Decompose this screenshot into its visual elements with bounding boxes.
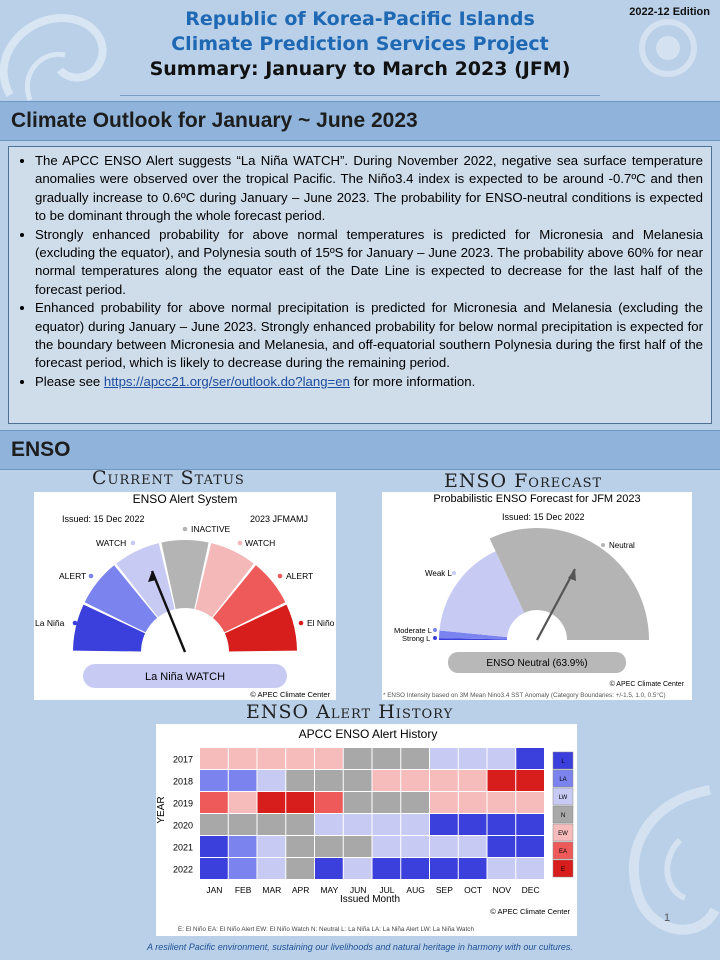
heatmap-cell [200, 748, 228, 769]
alert-history-heatmap [156, 724, 577, 936]
gauge-dot-el-nino-alert [278, 574, 283, 579]
heatmap-cell [229, 792, 257, 813]
heatmap-month-label: JUN [349, 885, 367, 895]
heatmap-cell [430, 792, 458, 813]
heatmap-cell [373, 836, 401, 857]
forecast-dot-neutral [601, 543, 605, 547]
current-status-caption: Current Status [92, 467, 245, 489]
header-title-line1: Republic of Korea-Pacific Islands [185, 8, 535, 30]
outlook-link[interactable]: https://apcc21.org/ser/outlook.do?lang=en [103, 373, 350, 389]
heatmap-cell [401, 770, 429, 791]
heatmap-cell [200, 792, 228, 813]
heatmap-cell [286, 814, 314, 835]
heatmap-cell [315, 814, 343, 835]
forecast-credit: © APEC Climate Center [609, 681, 684, 688]
heatmap-cell [315, 770, 343, 791]
heatmap-month-label: FEB [234, 885, 252, 895]
enso-forecast-caption: ENSO Forecast [444, 470, 603, 492]
heatmap-cell [229, 836, 257, 857]
heatmap-month-label: AUG [406, 885, 425, 895]
heatmap-cell [286, 836, 314, 857]
heatmap-cell [373, 770, 401, 791]
heatmap-cell [373, 792, 401, 813]
heatmap-cell [344, 770, 372, 791]
heatmap-cell [488, 792, 516, 813]
heatmap-cell [459, 792, 487, 813]
heatmap-month-label: JAN [206, 885, 223, 895]
page-number: 1 [664, 912, 671, 924]
heatmap-cell [430, 858, 458, 879]
heatmap-cell [258, 858, 286, 879]
heatmap-year-label: 2018 [172, 776, 193, 787]
heatmap-cell [286, 748, 314, 769]
outlook-box [8, 146, 712, 424]
heatmap-cell [516, 858, 544, 879]
heatmap-cell [516, 792, 544, 813]
heatmap-cell [430, 814, 458, 835]
heatmap-cell [229, 770, 257, 791]
heatmap-legend-label: N [560, 813, 566, 819]
heatmap-cell [459, 814, 487, 835]
alert-history-panel [156, 724, 577, 936]
heatmap-cell [315, 792, 343, 813]
gauge-label-el-nino-watch: WATCH [245, 538, 276, 548]
heatmap-code-legend: E: El Niño EA: El Niño Alert EW: El Niño Watch N: Neutral L: La Niña LA: La Niña Alert LW: La Niña Watch [178, 926, 474, 933]
gauge-label-la-nina: La Niña [35, 618, 65, 628]
forecast-label-moderate-l: Moderate L [394, 626, 432, 635]
heatmap-cell [229, 748, 257, 769]
forecast-dot-moderate-l [433, 628, 437, 632]
heatmap-title: APCC ENSO Alert History [298, 727, 438, 741]
heatmap-cell [401, 814, 429, 835]
heatmap-month-label: MAY [320, 885, 339, 895]
heatmap-year-label: 2020 [172, 820, 193, 831]
heatmap-year-label: 2021 [172, 842, 193, 853]
heatmap-month-label: JUL [379, 885, 395, 895]
heatmap-month-label: DEC [521, 885, 540, 895]
gauge-dot-la-nina-watch [131, 541, 136, 546]
heatmap-cell [488, 748, 516, 769]
heatmap-month-label: NOV [492, 885, 512, 895]
heatmap-cell [258, 748, 286, 769]
heatmap-cell [229, 814, 257, 835]
forecast-panel [382, 492, 692, 700]
heatmap-cell [344, 858, 372, 879]
heatmap-legend-label: EW [558, 831, 568, 837]
forecast-title: Probabilistic ENSO Forecast for JFM 2023 [433, 493, 641, 505]
heatmap-cell [344, 836, 372, 857]
heatmap-legend-label: LA [559, 777, 567, 783]
gauge-label-inactive: INACTIVE [191, 524, 231, 534]
heatmap-cell [459, 836, 487, 857]
heatmap-cell [401, 748, 429, 769]
alert-issued-date: Issued: 15 Dec 2022 [62, 514, 145, 524]
enso-heading: ENSO [11, 438, 71, 461]
alert-system-title: ENSO Alert System [132, 492, 238, 506]
heatmap-cell [258, 770, 286, 791]
forecast-dot-weak-l [452, 571, 456, 575]
heatmap-cell [430, 770, 458, 791]
heatmap-cell [286, 770, 314, 791]
wave-ornament-bottom-right [560, 780, 720, 950]
heatmap-cell [430, 748, 458, 769]
heatmap-year-label: 2017 [172, 754, 193, 765]
heatmap-cell [315, 858, 343, 879]
heatmap-x-label: Issued Month [339, 894, 401, 905]
heatmap-cell [373, 814, 401, 835]
header-title-line2: Climate Prediction Services Project [171, 33, 549, 55]
outlook-heading: Climate Outlook for January ~ June 2023 [11, 109, 418, 132]
edition-label: 2022-12 Edition [629, 6, 710, 18]
gauge-label-el-nino: El Niño [307, 618, 335, 628]
heatmap-cell [459, 748, 487, 769]
forecast-label-strong-l: Strong L [402, 634, 431, 643]
link-prefix: Please see [35, 373, 104, 389]
alert-history-caption: ENSO Alert History [246, 701, 454, 723]
outlook-bullet-enso: • The APCC ENSO Alert suggests “La Niña WATCH”. During November 2022, negative sea surface temperature anomalies were observed over the tropical Pacific. The Niño3.4 index is expected to be around -0.7ºC and then gradually increase to 0.6ºC during January – June 2023. The probability for ENSO-neutral conditions is expected to be dominant through the whole forecast period. [35, 152, 703, 226]
forecast-gauge [382, 492, 692, 700]
heatmap-cell [516, 770, 544, 791]
heatmap-cell [258, 792, 286, 813]
heatmap-cell [488, 814, 516, 835]
heatmap-cell [286, 858, 314, 879]
alert-months: 2023 JFMAMJ [249, 514, 308, 524]
forecast-label-weak-l: Weak L [425, 569, 452, 578]
heatmap-month-label: OCT [464, 885, 483, 895]
heatmap-year-label: 2019 [172, 798, 193, 809]
heatmap-month-label: MAR [262, 885, 282, 895]
footer-tagline: A resilient Pacific environment, sustaining our livelihoods and natural heritage in harmony with our cultures. [147, 942, 573, 952]
heatmap-cell [315, 748, 343, 769]
heatmap-cell [200, 814, 228, 835]
heatmap-cell [286, 792, 314, 813]
alert-system-gauge [34, 492, 336, 700]
enso-banner [0, 430, 720, 470]
gauge-label-la-nina-alert: ALERT [59, 571, 87, 581]
heatmap-cell [516, 748, 544, 769]
heatmap-legend-label: L [561, 759, 565, 765]
header-divider [120, 95, 600, 96]
outlook-banner [0, 101, 720, 141]
page-header [0, 0, 720, 96]
heatmap-cell [344, 748, 372, 769]
outlook-bullet-temperature: • Strongly enhanced probability for above normal temperatures is predicted for Micronesia and Melanesia (excluding the equator), and Polynesia south of 15ºS for January – June 2023. The probability above 60% for near normal temperatures along the equator east of the Date Line is expected to decrease for the last half of the forecast period. [35, 226, 703, 300]
gauge-dot-la-nina-alert [89, 574, 94, 579]
link-suffix: for more information. [349, 373, 476, 389]
heatmap-cell [488, 858, 516, 879]
heatmap-cell [373, 748, 401, 769]
heatmap-cell [488, 770, 516, 791]
heatmap-cell [516, 836, 544, 857]
heatmap-cell [344, 814, 372, 835]
heatmap-cell [200, 770, 228, 791]
heatmap-month-label: SEP [435, 885, 453, 895]
gauge-dot-el-nino [299, 621, 304, 626]
gauge-label-la-nina-watch: WATCH [96, 538, 127, 548]
outlook-bullet-precipitation: • Enhanced probability for above normal precipitation is predicted for Micronesia and Melanesia (excluding the equator) during January – June 2023. Strongly enhanced probability for below normal precipitation is expected for the boundary between Micronesia and Melanesia, and off-equatorial southern Polynesia during the first half of the forecast period, which is likely to decrease during the remaining period. [35, 299, 703, 373]
gauge-dot-inactive [183, 527, 188, 532]
heatmap-credit: © APEC Climate Center [490, 907, 570, 916]
forecast-note: * ENSO Intensity based on 3M Mean Nino3.4 SST Anomaly (Category Boundaries: +/-1.5, 1.0, 0.5°C) [383, 692, 666, 699]
heatmap-legend-label: LW [558, 795, 568, 801]
heatmap-cell [401, 858, 429, 879]
gauge-label-el-nino-alert: ALERT [286, 571, 314, 581]
forecast-dot-strong-l [433, 636, 437, 640]
outlook-bullet-link [35, 373, 703, 391]
heatmap-cell [516, 814, 544, 835]
heatmap-cell [459, 770, 487, 791]
alert-credit: © APEC Climate Center [250, 690, 330, 699]
forecast-status-text: ENSO Neutral (63.9%) [486, 658, 588, 669]
header-title-line3: Summary: January to March 2023 (JFM) [149, 58, 571, 80]
forecast-label-neutral: Neutral [609, 541, 635, 550]
heatmap-cell [401, 792, 429, 813]
heatmap-cell [200, 836, 228, 857]
heatmap-cell [258, 814, 286, 835]
heatmap-cell [430, 836, 458, 857]
forecast-issued-date: Issued: 15 Dec 2022 [502, 512, 585, 522]
gauge-dot-la-nina [73, 621, 78, 626]
alert-status-text: La Niña WATCH [144, 671, 226, 683]
gauge-dot-el-nino-watch [238, 541, 243, 546]
heatmap-cell [488, 836, 516, 857]
alert-system-panel [34, 492, 336, 700]
outlook-bullet-list [9, 147, 711, 391]
heatmap-cell [344, 792, 372, 813]
heatmap-cell [373, 858, 401, 879]
heatmap-cell [459, 858, 487, 879]
heatmap-year-label: 2022 [172, 864, 193, 875]
heatmap-cell [200, 858, 228, 879]
heatmap-y-label: YEAR [156, 796, 167, 824]
heatmap-legend-label: E [560, 867, 566, 873]
heatmap-legend-label: EA [558, 849, 568, 855]
heatmap-cell [258, 836, 286, 857]
heatmap-cell [401, 836, 429, 857]
heatmap-cell [229, 858, 257, 879]
heatmap-cell [315, 836, 343, 857]
heatmap-month-label: APR [291, 885, 310, 895]
